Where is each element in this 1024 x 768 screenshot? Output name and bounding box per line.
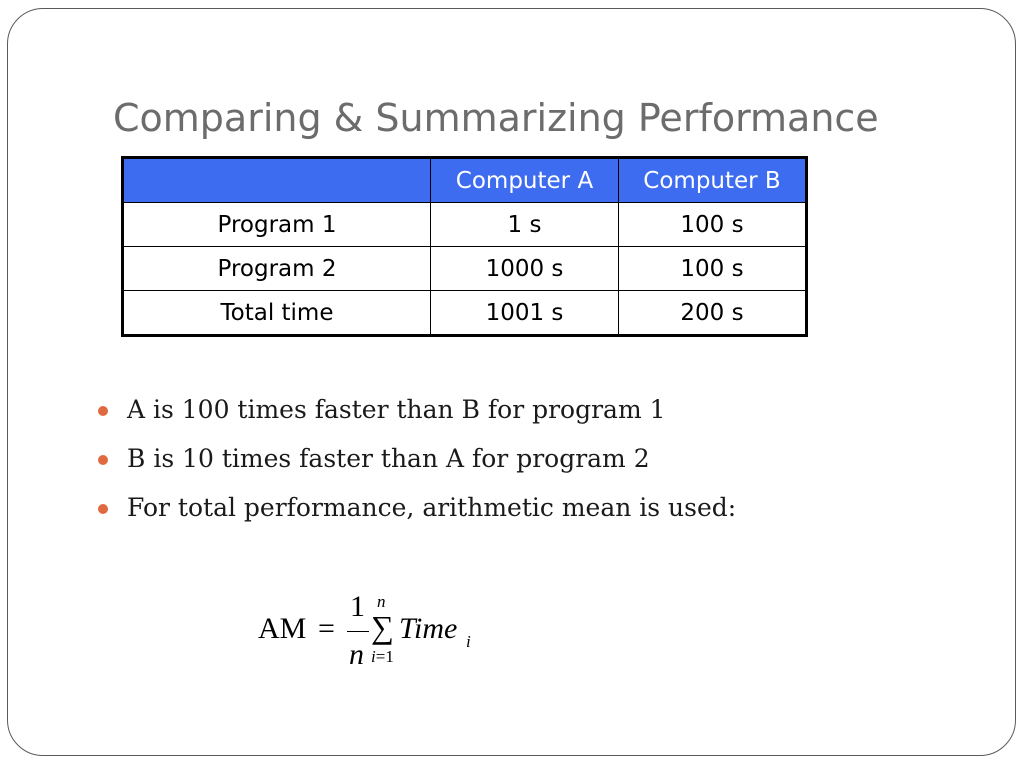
sum-index-start: =1 bbox=[375, 647, 394, 666]
sum-lower-limit bbox=[371, 647, 394, 667]
formula-lhs: AM bbox=[258, 612, 307, 645]
table-cell: 100 s bbox=[619, 203, 807, 247]
bullet-item bbox=[98, 395, 736, 444]
table-cell: Program 1 bbox=[123, 203, 431, 247]
formula-denominator: n bbox=[349, 638, 364, 671]
sigma-icon: ∑ bbox=[371, 609, 394, 645]
sum-index-var: i bbox=[371, 647, 376, 666]
table-cell: 1000 s bbox=[431, 247, 619, 291]
bullet-text: For total performance, arithmetic mean is used: bbox=[127, 493, 737, 522]
table-header-cell bbox=[123, 158, 431, 203]
table-header-cell: Computer A bbox=[431, 158, 619, 203]
sum-upper-limit: n bbox=[377, 592, 386, 611]
bullet-text: B is 10 times faster than A for program 2 bbox=[127, 444, 650, 473]
table-row bbox=[123, 203, 807, 247]
table-cell: 100 s bbox=[619, 247, 807, 291]
formula-subscript: i bbox=[466, 632, 471, 651]
bullet-item bbox=[98, 493, 736, 542]
table-cell: Total time bbox=[123, 291, 431, 336]
table-cell: 200 s bbox=[619, 291, 807, 336]
formula-term: Time bbox=[399, 612, 458, 645]
table-header-cell: Computer B bbox=[619, 158, 807, 203]
table-header-row bbox=[123, 158, 807, 203]
bullet-dot-icon bbox=[98, 406, 108, 416]
bullet-text: A is 100 times faster than B for program 1 bbox=[127, 395, 666, 424]
table-row bbox=[123, 247, 807, 291]
bullet-list bbox=[98, 395, 736, 542]
table-cell: 1 s bbox=[431, 203, 619, 247]
bullet-item bbox=[98, 444, 736, 493]
table-cell: 1001 s bbox=[431, 291, 619, 336]
table-cell: Program 2 bbox=[123, 247, 431, 291]
performance-table bbox=[121, 156, 808, 337]
bullet-dot-icon bbox=[98, 504, 108, 514]
bullet-dot-icon bbox=[98, 455, 108, 465]
formula-equals: = bbox=[318, 612, 335, 645]
fraction-bar bbox=[347, 631, 369, 632]
arithmetic-mean-formula bbox=[258, 590, 498, 680]
slide-title: Comparing & Summarizing Performance bbox=[113, 96, 879, 140]
formula-numerator: 1 bbox=[350, 590, 365, 623]
table-row bbox=[123, 291, 807, 336]
